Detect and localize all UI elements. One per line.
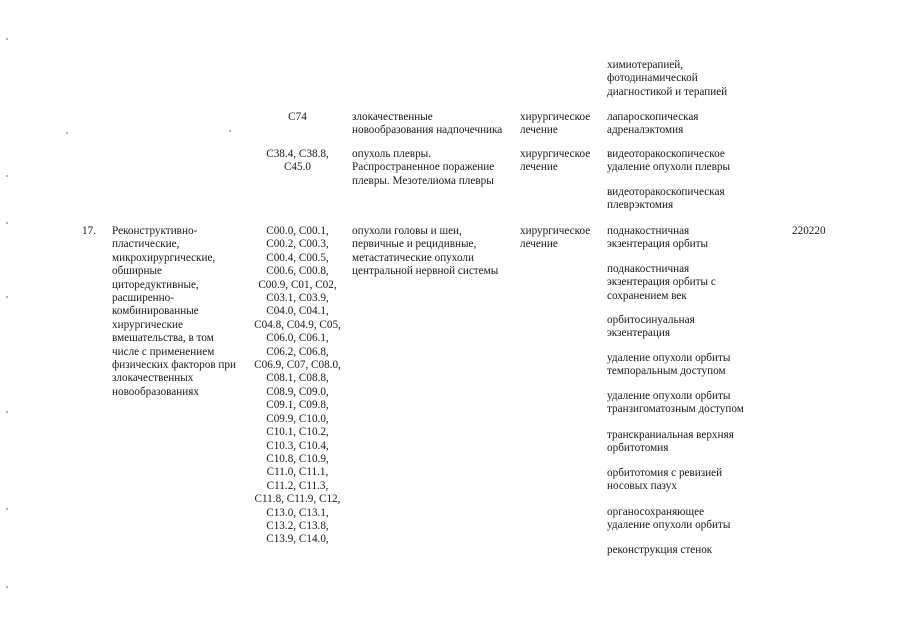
row-number: 17. [82,225,96,237]
patient-model-cell: опухоль плевры. Распространенное поражение плевры. Мезотелиома плевры [352,148,495,187]
treatment-type-cell: хирургическое лечение [520,111,591,137]
icd-codes-cell: C00.0, C00.1, C00.2, C00.3, C00.4, C00.5, C00.6, C00.8, C00.9, C01, C02, C03.1, C03.9, C04.0, C04.1, C04.8, C04.9, C05, C06.0, C06.1, C06.2, C06.8, C06.9, C07, C08.0, C08.1, C08.8, C08.9, C09.0, C09.1, C09.8, C09.9, C10.0, C10.1, C10.2, C10.3, C10.4, C10.8, C10.9, C11.0, C11.1, C11.2, C11.3, C11.8, C11.9, C12, C13.0, C13.1, C13.2, C13.8, C13.9, C14.0, [254,225,341,546]
scan-artifact [6,411,8,413]
method-cell: орбитосинуальная экзентерация [607,314,695,340]
scan-artifact [6,586,8,588]
icd-codes-cell: C38.4, C38.8, C45.0 [266,148,329,174]
method-cell: поднакостничная экзентерация орбиты [607,225,709,251]
method-cell: лапароскопическая адреналэктомия [607,111,699,137]
method-cell: видеоторакоскопическая плеврэктомия [607,186,725,212]
method-cell: удаление опухоли орбиты транзигоматозным доступом [607,390,744,416]
scan-artifact [229,130,231,132]
patient-model-cell: злокачественные новообразования надпочечника [352,111,503,137]
method-cell: удаление опухоли орбиты темпоральным доступом [607,352,731,378]
method-cell: реконструкция стенок [607,544,713,556]
method-cell: транскраниальная верхняя орбитотомия [607,429,734,455]
treatment-type-cell: хирургическое лечение [520,148,591,174]
care-type-name-cell: Реконструктивно- пластические, микрохирургические, обширные циторедуктивные, расширенно- комбинированные хирургические вмешательства, в том числе с применением физических факторов при злокачественных новообразованиях [112,225,236,398]
cost-cell: 220220 [792,225,826,237]
method-cell: орбитотомия с ревизией носовых пазух [607,467,723,493]
treatment-type-cell: хирургическое лечение [520,225,591,251]
scan-artifact [6,38,8,40]
patient-model-cell: опухоли головы и шеи, первичные и рецидивные, метастатические опухоли центральной нервной системы [352,225,499,278]
icd-codes-cell: C74 [288,111,307,123]
scan-artifact [6,508,8,510]
method-cell: химиотерапией, фотодинамической диагностикой и терапией [607,59,728,98]
scan-artifact [66,132,68,134]
method-cell: органосохраняющее удаление опухоли орбиты [607,506,731,532]
scan-artifact [6,296,8,298]
scan-artifact [6,175,8,177]
scan-artifact [6,222,8,224]
method-cell: видеоторакоскопическое удаление опухоли плевры [607,148,731,174]
method-cell: поднакостничная экзентерация орбиты с сохранением век [607,263,716,302]
